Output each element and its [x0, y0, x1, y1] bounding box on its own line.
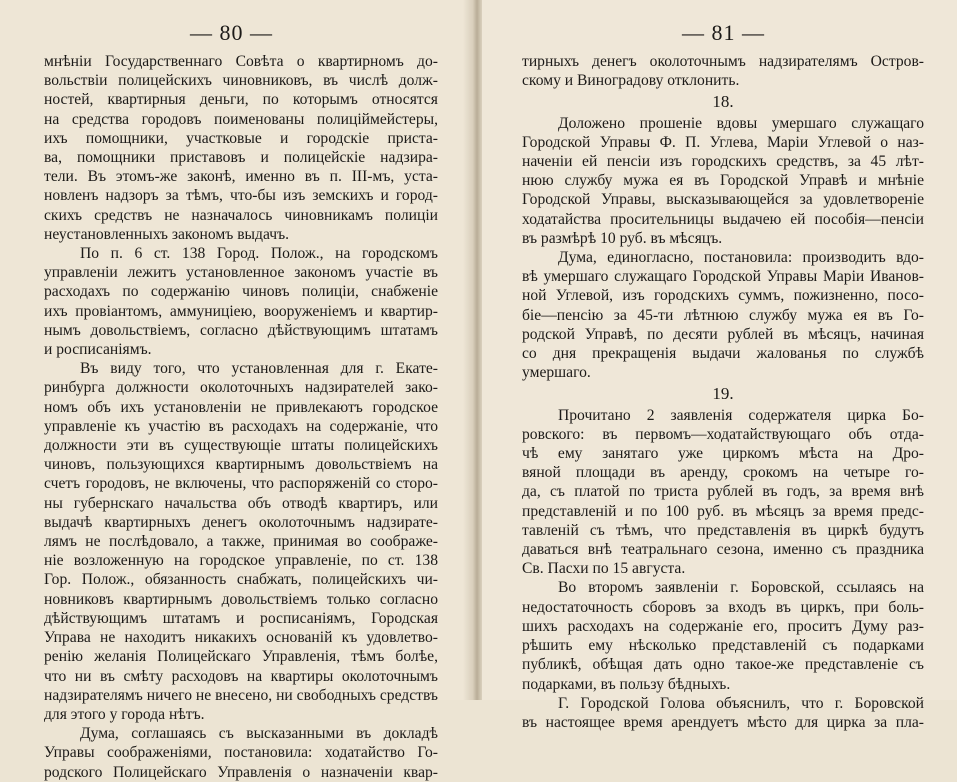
text-line: публикѣ, обѣщая дать одно такое-же представленіе съ [522, 656, 924, 674]
section-number: 18. [712, 92, 734, 112]
page-number: — 80 — [190, 20, 273, 45]
text-line: родской Управѣ, по десяти рублей въ мѣсяцъ, начиная [522, 325, 924, 343]
text-line: управленіи лежитъ установленное закономъ участіе въ [44, 264, 438, 282]
text-line: надзирателямъ ничего не внесено, ни свободныхъ средствъ [44, 686, 438, 704]
text-line: Дума, единогласно, постановила: производить вдо- [558, 249, 924, 267]
text-line: ринбурга должности околоточныхъ надзирателей зако- [44, 379, 438, 397]
text-line: на средства городовъ поименованы полиціймейстеры, [44, 110, 438, 128]
text-line: дѣйствующимъ штатамъ и росписаніямъ, Городская [44, 609, 438, 627]
text-line: вѣ умершаго служащаго Городской Управы Маріи Иванов- [522, 268, 924, 286]
text-line: ихъ помощники, участковые и городскіе приста- [44, 129, 438, 147]
text-line: тирныхъ денегъ околоточнымъ надзирателямъ Остров- [522, 53, 924, 70]
text-line: ровского: въ первомъ—ходатайствующаго объ отда- [522, 425, 924, 443]
text-line: ва, помощники приставовъ и полицейскіе надзира- [44, 149, 438, 167]
text-line: Дума, соглашаясь съ высказанными въ докладѣ [80, 725, 438, 743]
text-line: новниковъ квартирнымъ довольствіемъ только согласно [44, 590, 438, 608]
page-number: — 81 — [682, 20, 765, 45]
text-line: Гор. Полож., обязанность снабжать, полицейскихъ чи- [44, 571, 438, 589]
text-line: ностей, квартирныя деньги, по которымъ относятся [44, 91, 438, 109]
text-line: и росписаніямъ. [44, 341, 152, 359]
text-line: да, съ платой по триста рублей въ годъ, за время внѣ [522, 483, 924, 501]
text-line: должности эти въ существующіе штаты полицейскихъ [44, 437, 438, 455]
text-line: подарками, въ пользу бѣдныхъ. [522, 675, 731, 693]
text-line: управленіе къ участію въ расходахъ на содержаніе, что [44, 417, 438, 435]
text-line: скихъ средствъ не назначалось чиновникамъ полиціи [44, 206, 438, 224]
text-line: Городской Управы, высказывающейся за удовлетвореніе [522, 191, 924, 209]
text-line: Св. Пасхи по 15 августа. [522, 560, 686, 578]
text-line: родского Полицейскаго Управленія о назначеніи квар- [44, 763, 438, 781]
text-line: шихъ расходахъ на содержаніе его, проситъ Думу раз- [522, 617, 924, 635]
text-line: наченіи ей пенсіи изъ городскихъ средствъ, за 45 лѣт- [522, 153, 924, 171]
text-line: Въ виду того, что установленная для г. Екате- [80, 360, 438, 378]
text-line: тавленій съ тѣмъ, что представленія въ циркѣ будутъ [522, 521, 924, 539]
text-line: новленъ надзоръ за тѣмъ, что-бы изъ земскихъ и город- [44, 187, 438, 205]
text-line: даваться внѣ театральнаго сезона, именно съ праздника [522, 541, 924, 559]
text-line: Прочитано 2 заявленія содержателя цирка Бо- [558, 406, 924, 424]
text-line: Во второмъ заявленіи г. Боровской, ссылаясь на [558, 579, 924, 597]
text-line: для этого у города нѣтъ. [44, 705, 205, 723]
text-line: ны губернскаго начальства объ отводѣ квартиръ, или [44, 494, 438, 512]
text-line: По п. 6 ст. 138 Город. Полож., на городскомъ [80, 245, 438, 263]
text-line: лямъ не послѣдовало, а также, принимая во соображе- [44, 533, 438, 551]
section-number: 19. [712, 384, 734, 404]
text-line: скому и Виноградову отклонить. [522, 72, 740, 90]
text-line: нюю службу мужа ея въ Городской Управѣ и мнѣніе [522, 172, 924, 190]
text-line: въ настоящее время арендуетъ мѣсто для цирка за пла- [522, 713, 924, 731]
text-line: въ размѣрѣ 10 руб. въ мѣсяцъ. [522, 229, 723, 247]
text-line: расходахъ по содержанію чиновъ полиціи, снабженіе [44, 283, 438, 301]
text-line: номъ объ ихъ установленіи не привлекаютъ городское [44, 398, 438, 416]
text-line: біе—пенсію за 45-ти лѣтнюю службу мужа ея въ Го- [522, 306, 924, 324]
text-line: умершаго. [522, 364, 591, 382]
text-line: Доложено прошеніе вдовы умершаго служащаго [558, 114, 924, 132]
text-line: выдачѣ квартирныхъ денегъ околоточнымъ надзирате- [44, 513, 438, 531]
text-line: ихъ провіантомъ, аммуниціею, вооруженіемъ и квартир- [44, 302, 438, 320]
text-line: недостаточность сборовъ за входъ въ циркъ, при боль- [522, 598, 924, 616]
text-line: со дня прекращенія выдачи жалованья по службѣ [522, 345, 924, 363]
text-line: чѣ ему занятаго уже циркомъ мѣста на Дро- [522, 445, 924, 463]
text-line: Г. Городской Голова объяснилъ, что г. Боровской [558, 694, 924, 712]
text-line: что ни въ смѣту расходовъ на квартиры околоточнымъ [44, 667, 438, 685]
text-line: нымъ довольствіемъ, согласно дѣйствующимъ штатамъ [44, 321, 438, 339]
text-line: ходатайства просительницы выдачею ей пособія—пенсіи [522, 210, 924, 228]
text-line: представленій и по 100 руб. въ мѣсяцъ за время предс- [522, 502, 924, 520]
text-line: Управа не находитъ никакихъ основаній къ удовлетво- [44, 629, 438, 647]
text-line: тели. Въ этомъ-же законѣ, именно въ п. III-мъ, уста- [44, 168, 438, 186]
page-body [522, 52, 924, 732]
text-line: неустановленныхъ закономъ выдачъ. [44, 225, 290, 243]
text-line: Городской Управы Ф. П. Углева, Маріи Углевой о наз- [522, 133, 924, 151]
text-line: вяной площади въ аренду, срокомъ на четыре го- [522, 464, 924, 482]
page-body [44, 52, 438, 782]
right-page [482, 0, 957, 731]
text-line: чиновъ, пользующихся квартирнымъ довольствіемъ на [44, 456, 438, 474]
text-line: ніе возложенную на городское управленіе, по ст. 138 [44, 552, 438, 570]
text-line: ренію желанія Полицейскаго Управленія, тѣмъ болѣе, [44, 648, 438, 666]
text-line: Управы соображеніями, постановила: ходатайство Го- [44, 744, 438, 762]
text-line: вольствіи полицейскихъ чиновниковъ, въ числѣ долж- [44, 72, 438, 90]
text-line: рѣшить ему нѣсколько представленій съ подарками [522, 637, 924, 655]
left-page [0, 0, 474, 781]
text-line: мнѣніи Государственнаго Совѣта о квартирномъ до- [44, 53, 438, 70]
text-line: счетъ городовъ, не включены, что распоряженій со сторо- [44, 475, 438, 493]
text-line: ной Углевой, изъ городскихъ суммъ, пожизненно, посо- [522, 287, 924, 305]
